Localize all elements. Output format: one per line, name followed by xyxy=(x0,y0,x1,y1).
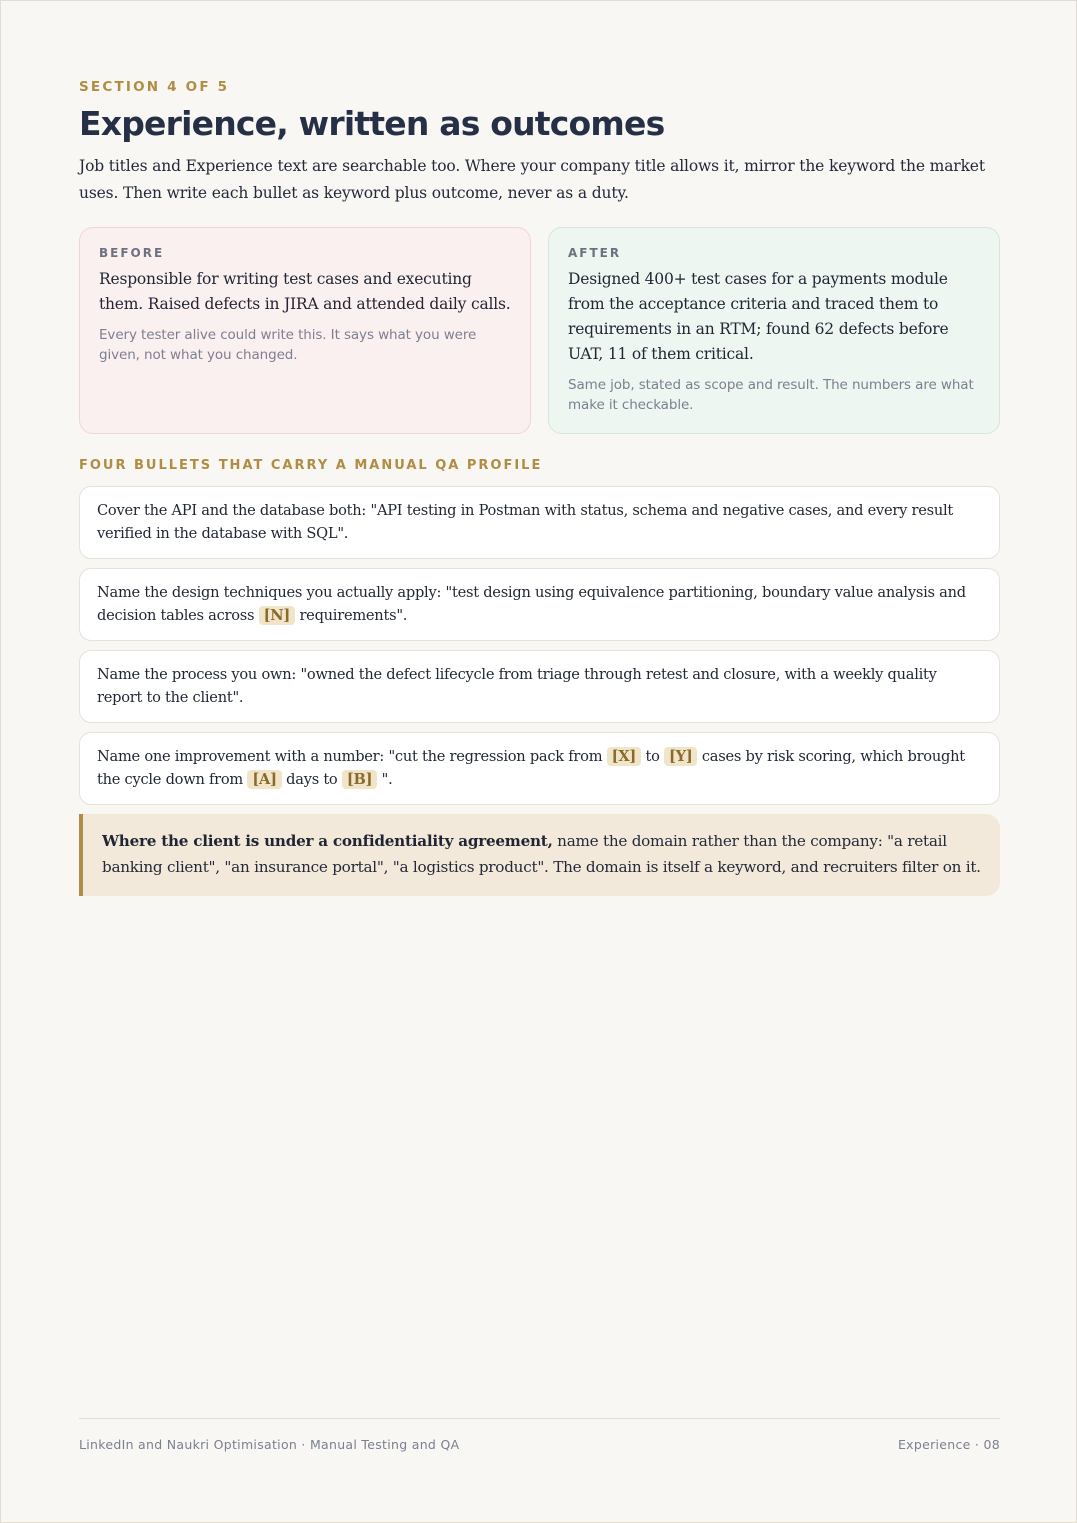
bullet-design-techniques xyxy=(79,568,1000,641)
bullet-api-database xyxy=(79,486,1000,559)
after-card xyxy=(548,227,1000,434)
bullet-text: Cover the API and the database both: "API testing in Postman with status, schema and negative cases, and every result verified in the database with SQL". xyxy=(97,501,954,542)
placeholder-tag: [A] xyxy=(247,770,281,789)
bullet-text: requirements". xyxy=(295,606,408,624)
after-note: Same job, stated as scope and result. The numbers are what make it checkable. xyxy=(568,376,974,413)
intro-paragraph: Job titles and Experience text are searchable too. Where your company title allows it, mirror the keyword the market uses. Then write each bullet as keyword plus outcome, never as a duty. xyxy=(79,156,985,202)
callout-text: name the domain rather than the company: "a retail banking client", "an insurance portal", "a logistics product". The domain is itself a keyword, and recruiters filter on it. xyxy=(102,831,981,876)
placeholder-tag: [X] xyxy=(607,747,641,766)
section-eyebrow: SECTION 4 OF 5 xyxy=(79,79,230,95)
placeholder-tag: [Y] xyxy=(664,747,697,766)
content xyxy=(79,79,1000,896)
placeholder-tag: [N] xyxy=(259,606,295,625)
before-label: BEFORE xyxy=(99,245,165,260)
before-text: Responsible for writing test cases and executing them. Raised defects in JIRA and attended daily calls. xyxy=(99,269,511,313)
page-title: Experience, written as outcomes xyxy=(79,104,665,143)
callout-bold: Where the client is under a confidentiality agreement, xyxy=(102,831,553,850)
footer-left: LinkedIn and Naukri Optimisation · Manual Testing and QA xyxy=(79,1437,460,1452)
bullet-text: cases by risk scoring, which brought the cycle down from xyxy=(97,747,965,788)
before-after-comparison xyxy=(79,227,1000,434)
bullets-heading: FOUR BULLETS THAT CARRY A MANUAL QA PROFILE xyxy=(79,457,543,473)
bullet-text: Name one improvement with a number: "cut the regression pack from xyxy=(97,747,607,765)
bullet-text: Name the design techniques you actually apply: "test design using equivalence partitioning, boundary value analysis and decision tables across xyxy=(97,583,966,624)
page-footer xyxy=(79,1418,1000,1452)
footer-page-number: Experience · 08 xyxy=(897,1437,1000,1452)
bullet-improvement xyxy=(79,732,1000,805)
before-note: Every tester alive could write this. It says what you were given, not what you changed. xyxy=(99,326,477,363)
bullet-list xyxy=(79,486,1000,805)
bullet-text: ". xyxy=(377,770,393,788)
after-label: AFTER xyxy=(568,245,622,260)
confidentiality-callout xyxy=(79,814,1000,896)
bullet-text: Name the process you own: "owned the defect lifecycle from triage through retest and closure, with a weekly quality report to the client". xyxy=(97,665,937,706)
placeholder-tag: [B] xyxy=(342,770,377,789)
bullet-text: days to xyxy=(281,770,342,788)
after-text: Designed 400+ test cases for a payments module from the acceptance criteria and traced them to requirements in an RTM; found 62 defects before UAT, 11 of them critical. xyxy=(568,269,949,363)
bullet-process xyxy=(79,650,1000,723)
before-card xyxy=(79,227,531,434)
bullet-text: to xyxy=(641,747,664,765)
